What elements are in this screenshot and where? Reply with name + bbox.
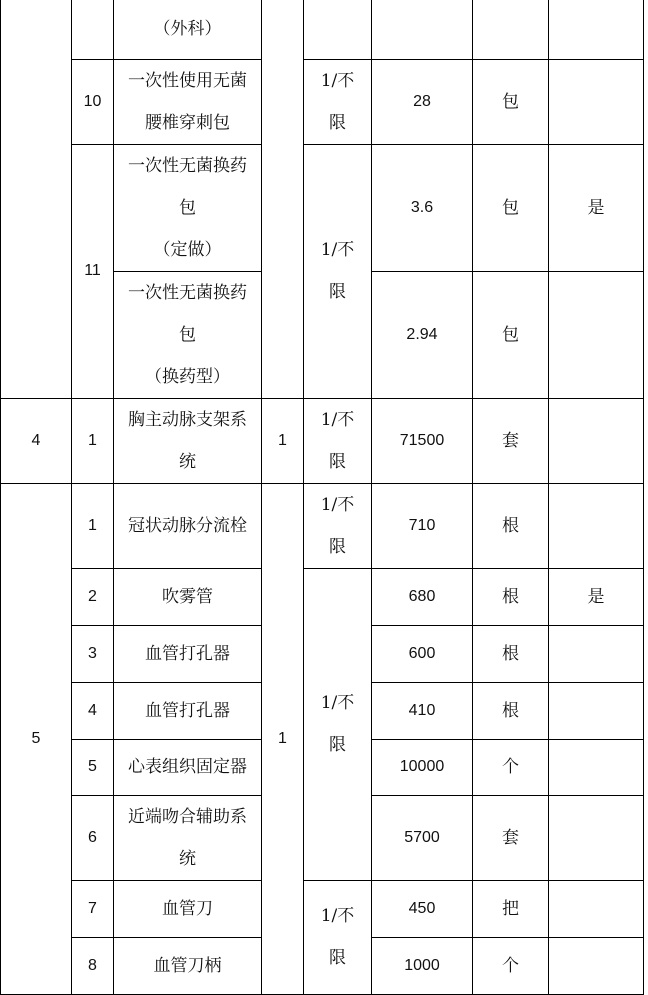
mark-cell — [549, 739, 644, 795]
price-cell — [372, 0, 473, 59]
item-name-cell: 胸主动脉支架系 统 — [114, 398, 262, 483]
price-cell: 410 — [372, 682, 473, 739]
item-name-cell: 血管刀柄 — [114, 937, 262, 994]
item-no-cell: 10 — [72, 59, 114, 144]
mark-cell: 是 — [549, 568, 644, 625]
item-no-cell: 2 — [72, 568, 114, 625]
package-qty-cell: 1 — [262, 398, 304, 483]
table-row — [1, 144, 644, 271]
mark-cell: 是 — [549, 144, 644, 271]
unit-cell: 套 — [473, 795, 549, 880]
qty-cell: 1/不 限 — [304, 59, 372, 144]
item-name-cell: 冠状动脉分流栓 — [114, 483, 262, 568]
price-cell: 450 — [372, 880, 473, 937]
unit-cell: 包 — [473, 271, 549, 398]
item-name-cell: 一次性无菌换药 包 （换药型） — [114, 271, 262, 398]
price-cell: 71500 — [372, 398, 473, 483]
mark-cell — [549, 625, 644, 682]
price-cell: 2.94 — [372, 271, 473, 398]
group-no-cell: 5 — [1, 483, 72, 994]
qty-cell: 1/不 限 — [304, 144, 372, 398]
item-no-cell: 1 — [72, 398, 114, 483]
item-name-cell: 近端吻合辅助系 统 — [114, 795, 262, 880]
qty-cell: 1/不 限 — [304, 880, 372, 994]
price-cell: 5700 — [372, 795, 473, 880]
price-cell: 710 — [372, 483, 473, 568]
mark-cell — [549, 0, 644, 59]
price-cell: 10000 — [372, 739, 473, 795]
unit-cell: 包 — [473, 144, 549, 271]
item-no-cell: 8 — [72, 937, 114, 994]
unit-cell: 个 — [473, 739, 549, 795]
price-cell: 28 — [372, 59, 473, 144]
table-row — [1, 880, 644, 937]
qty-cell — [304, 0, 372, 59]
unit-cell: 个 — [473, 937, 549, 994]
unit-cell: 根 — [473, 568, 549, 625]
price-cell: 680 — [372, 568, 473, 625]
package-qty-cell — [262, 0, 304, 398]
item-name-cell: （外科） — [114, 0, 262, 59]
price-cell: 3.6 — [372, 144, 473, 271]
item-name-cell: 一次性无菌换药 包 （定做） — [114, 144, 262, 271]
item-name-cell: 一次性使用无菌 腰椎穿刺包 — [114, 59, 262, 144]
item-name-cell: 吹雾管 — [114, 568, 262, 625]
unit-cell: 根 — [473, 483, 549, 568]
unit-cell: 根 — [473, 682, 549, 739]
price-cell: 600 — [372, 625, 473, 682]
unit-cell: 套 — [473, 398, 549, 483]
mark-cell — [549, 795, 644, 880]
item-name-cell: 血管打孔器 — [114, 625, 262, 682]
qty-cell: 1/不 限 — [304, 398, 372, 483]
qty-cell: 1/不 限 — [304, 568, 372, 880]
item-name-cell: 血管打孔器 — [114, 682, 262, 739]
mark-cell — [549, 271, 644, 398]
item-no-cell — [72, 0, 114, 59]
table-row — [1, 59, 644, 144]
unit-cell: 包 — [473, 59, 549, 144]
qty-cell: 1/不 限 — [304, 483, 372, 568]
price-cell: 1000 — [372, 937, 473, 994]
item-no-cell: 5 — [72, 739, 114, 795]
group-no-cell: 4 — [1, 398, 72, 483]
item-name-cell: 心表组织固定器 — [114, 739, 262, 795]
table-row — [1, 483, 644, 568]
item-no-cell: 4 — [72, 682, 114, 739]
table-row — [1, 0, 644, 59]
item-name-cell: 血管刀 — [114, 880, 262, 937]
table-row — [1, 568, 644, 625]
unit-cell: 根 — [473, 625, 549, 682]
table-row — [1, 398, 644, 483]
unit-cell: 把 — [473, 880, 549, 937]
mark-cell — [549, 937, 644, 994]
mark-cell — [549, 59, 644, 144]
item-no-cell: 6 — [72, 795, 114, 880]
mark-cell — [549, 682, 644, 739]
item-no-cell: 11 — [72, 144, 114, 398]
mark-cell — [549, 398, 644, 483]
item-no-cell: 7 — [72, 880, 114, 937]
item-no-cell: 1 — [72, 483, 114, 568]
group-no-cell — [1, 0, 72, 398]
mark-cell — [549, 880, 644, 937]
package-qty-cell: 1 — [262, 483, 304, 994]
unit-cell — [473, 0, 549, 59]
item-no-cell: 3 — [72, 625, 114, 682]
mark-cell — [549, 483, 644, 568]
